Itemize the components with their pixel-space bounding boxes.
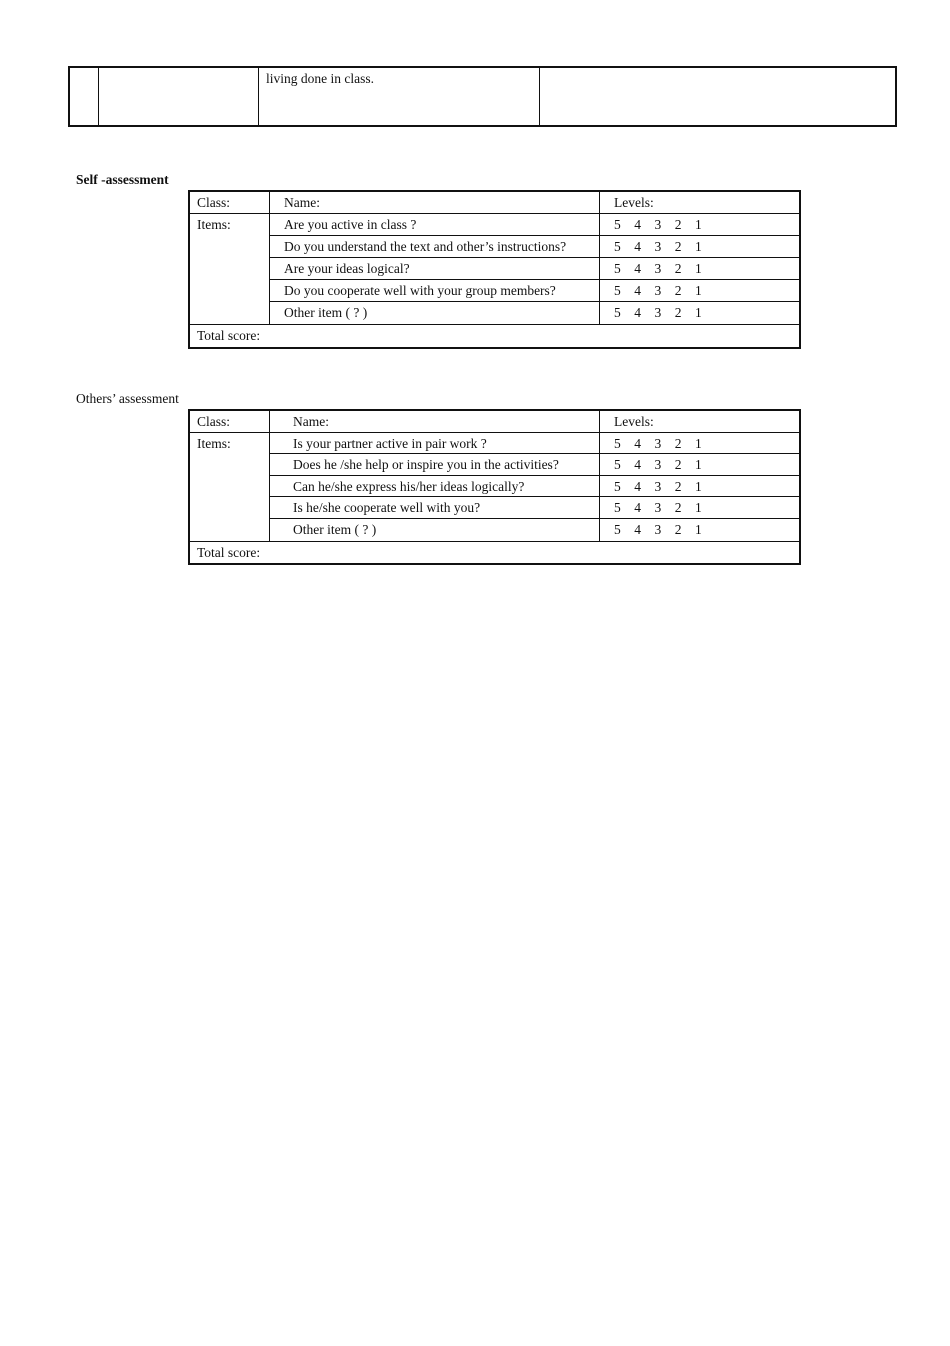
item-row [270, 214, 799, 236]
items-label: Items: [190, 433, 270, 541]
item-levels: 5 4 3 2 1 [614, 500, 702, 516]
item-levels: 5 4 3 2 1 [614, 457, 702, 473]
table-cell [70, 68, 99, 125]
item-row [270, 236, 799, 258]
item-row [270, 433, 799, 455]
item-row [270, 476, 799, 498]
item-question: Are you active in class ? [270, 214, 600, 235]
item-levels: 5 4 3 2 1 [614, 261, 702, 276]
name-label: Name: [270, 411, 600, 432]
item-row [270, 302, 799, 324]
table-cell [259, 68, 540, 125]
table-cell [540, 68, 895, 125]
levels-label: Levels: [614, 414, 654, 429]
others-assessment-title: Others’ assessment [76, 391, 179, 406]
cell-text: living done in class. [266, 71, 374, 86]
header-row [190, 411, 799, 433]
item-question: Do you understand the text and other’s instructions? [270, 236, 600, 257]
item-question: Are your ideas logical? [270, 258, 600, 279]
item-levels: 5 4 3 2 1 [614, 435, 702, 451]
item-question: Does he /she help or inspire you in the activities? [270, 454, 600, 475]
item-question: Is he/she cooperate well with you? [270, 497, 600, 518]
item-levels: 5 4 3 2 1 [614, 217, 702, 232]
class-label: Class: [190, 192, 270, 213]
item-question: Is your partner active in pair work ? [270, 433, 600, 454]
item-question: Other item ( ? ) [270, 519, 600, 541]
item-levels: 5 4 3 2 1 [614, 521, 702, 537]
total-row [190, 325, 799, 347]
item-row [270, 258, 799, 280]
item-question: Other item ( ? ) [270, 302, 600, 324]
total-row [190, 542, 799, 564]
item-row [270, 280, 799, 302]
total-score-label: Total score: [197, 544, 261, 560]
levels-label: Levels: [614, 195, 654, 210]
item-question: Do you cooperate well with your group members? [270, 280, 600, 301]
item-levels: 5 4 3 2 1 [614, 305, 702, 320]
items-label: Items: [190, 214, 270, 324]
items-block [190, 433, 799, 542]
self-assessment-title: Self -assessment [76, 172, 169, 187]
table-cell [99, 68, 259, 125]
continued-table [68, 66, 897, 127]
item-row [270, 519, 799, 541]
item-row [270, 454, 799, 476]
others-assessment-table [188, 409, 801, 565]
item-levels: 5 4 3 2 1 [614, 239, 702, 254]
item-row [270, 497, 799, 519]
items-block [190, 214, 799, 325]
class-label: Class: [190, 411, 270, 432]
item-levels: 5 4 3 2 1 [614, 283, 702, 298]
total-score-label: Total score: [197, 328, 261, 343]
name-label: Name: [270, 192, 600, 213]
item-levels: 5 4 3 2 1 [614, 478, 702, 494]
self-assessment-table [188, 190, 801, 349]
header-row [190, 192, 799, 214]
item-question: Can he/she express his/her ideas logically? [270, 476, 600, 497]
